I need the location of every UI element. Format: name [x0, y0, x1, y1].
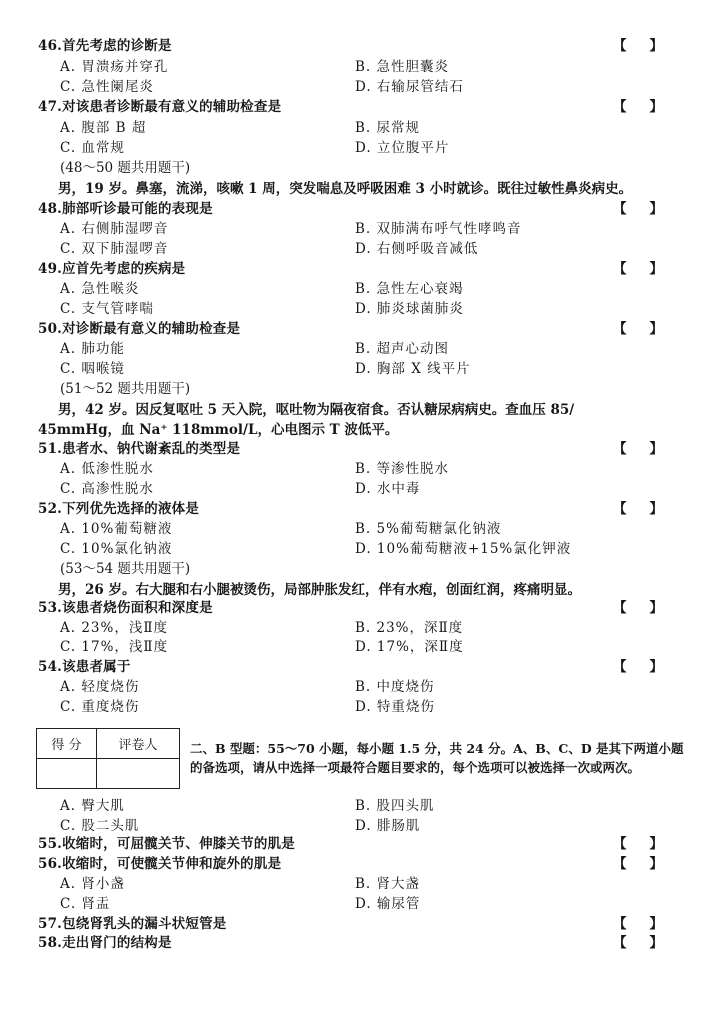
shared-stem-53-54: 男，26 岁。右大腿和右小腿被烫伤，局部肿胀发红，伴有水疱，创面红润，疼痛明显。: [58, 582, 581, 598]
option-48c: C. 双下肺湿啰音: [60, 241, 169, 257]
shared-stem-label-53-54: (53～54 题共用题干): [60, 561, 191, 577]
answer-bracket-57[interactable]: 【 】: [613, 916, 663, 932]
option-49c: C. 支气管哮喘: [60, 301, 154, 317]
answer-bracket-58[interactable]: 【 】: [613, 935, 663, 951]
option-53b: B. 23%，深Ⅱ度: [355, 620, 464, 636]
option-46a: A. 胃溃疡并穿孔: [60, 59, 169, 75]
question-50: 50.对诊断最有意义的辅助检查是: [38, 321, 241, 337]
option-46d: D. 右输尿管结石: [355, 79, 464, 95]
option-52a: A. 10%葡萄糖液: [60, 521, 173, 537]
b-option-1b: B. 股四头肌: [355, 798, 435, 814]
b-option-1d: D. 腓肠肌: [355, 818, 421, 834]
b-option-2d: D. 输尿管: [355, 896, 421, 912]
option-50a: A. 肺功能: [60, 341, 125, 357]
b-option-2a: A. 肾小盏: [60, 876, 125, 892]
option-47a: A. 腹部 B 超: [60, 120, 147, 136]
question-52: 52.下列优先选择的液体是: [38, 501, 200, 517]
option-51b: B. 等渗性脱水: [355, 461, 450, 477]
option-47d: D. 立位腹平片: [355, 140, 450, 156]
score-label: 得 分: [37, 729, 97, 759]
answer-bracket-48[interactable]: 【 】: [613, 201, 663, 217]
shared-stem-label-51-52: (51～52 题共用题干): [60, 381, 191, 397]
answer-bracket-56[interactable]: 【 】: [613, 856, 663, 872]
option-54d: D. 特重烧伤: [355, 699, 435, 715]
shared-stem-48-50: 男，19 岁。鼻塞，流涕，咳嗽 1 周，突发喘息及呼吸困难 3 小时就诊。既往过敏性鼻炎病史。: [58, 181, 633, 197]
option-53c: C. 17%，浅Ⅱ度: [60, 639, 169, 655]
answer-bracket-51[interactable]: 【 】: [613, 441, 663, 457]
answer-bracket-46[interactable]: 【 】: [613, 38, 663, 54]
option-49d: D. 肺炎球菌肺炎: [355, 301, 464, 317]
question-54: 54.该患者属于: [38, 659, 131, 675]
score-table: [36, 728, 180, 789]
answer-bracket-55[interactable]: 【 】: [613, 836, 663, 852]
option-52b: B. 5%葡萄糖氯化钠液: [355, 521, 502, 537]
question-47: 47.对该患者诊断最有意义的辅助检查是: [38, 99, 282, 115]
grader-label: 评卷人: [97, 729, 180, 759]
shared-stem-51-52-line2: 45mmHg，血 Na⁺ 118mmol/L，心电图示 T 波低平。: [38, 422, 399, 438]
answer-bracket-53[interactable]: 【 】: [613, 600, 663, 616]
question-55: 55.收缩时，可屈髋关节、伸膝关节的肌是: [38, 836, 295, 852]
option-50d: D. 胸部 X 线平片: [355, 361, 471, 377]
answer-bracket-52[interactable]: 【 】: [613, 501, 663, 517]
b-option-1c: C. 股二头肌: [60, 818, 140, 834]
option-50b: B. 超声心动图: [355, 341, 450, 357]
option-53a: A. 23%，浅Ⅱ度: [60, 620, 169, 636]
answer-bracket-49[interactable]: 【 】: [613, 261, 663, 277]
question-58: 58.走出肾门的结构是: [38, 935, 172, 951]
b-option-2b: B. 肾大盏: [355, 876, 421, 892]
question-48: 48.肺部听诊最可能的表现是: [38, 201, 213, 217]
option-46c: C. 急性阑尾炎: [60, 79, 154, 95]
shared-stem-label-48-50: (48～50 题共用题干): [60, 160, 191, 176]
option-51d: D. 水中毒: [355, 481, 421, 497]
answer-bracket-47[interactable]: 【 】: [613, 99, 663, 115]
option-54a: A. 轻度烧伤: [60, 679, 140, 695]
question-51: 51.患者水、钠代谢紊乱的类型是: [38, 441, 241, 457]
b-option-2c: C. 肾盂: [60, 896, 111, 912]
option-51a: A. 低渗性脱水: [60, 461, 154, 477]
option-48d: D. 右侧呼吸音减低: [355, 241, 479, 257]
answer-bracket-54[interactable]: 【 】: [613, 659, 663, 675]
shared-stem-51-52-line1: 男，42 岁。因反复呕吐 5 天入院，呕吐物为隔夜宿食。否认糖尿病病史。查血压 85/: [58, 402, 575, 418]
option-51c: C. 高渗性脱水: [60, 481, 154, 497]
option-48a: A. 右侧肺湿啰音: [60, 221, 169, 237]
question-56: 56.收缩时，可使髋关节伸和旋外的肌是: [38, 856, 282, 872]
question-53: 53.该患者烧伤面积和深度是: [38, 600, 213, 616]
option-52c: C. 10%氯化钠液: [60, 541, 173, 557]
grader-cell[interactable]: [97, 759, 180, 789]
option-53d: D. 17%，深Ⅱ度: [355, 639, 464, 655]
option-54b: B. 中度烧伤: [355, 679, 435, 695]
option-49b: B. 急性左心衰竭: [355, 281, 464, 297]
question-46: 46.首先考虑的诊断是: [38, 38, 172, 54]
option-47b: B. 尿常规: [355, 120, 421, 136]
option-48b: B. 双肺满布呼气性哮鸣音: [355, 221, 522, 237]
section-b-heading: 二、B 型题：55～70 小题，每小题 1.5 分，共 24 分。A、B、C、D 是其下两道小题的备选项，请从中选择一项最符合题目要求的，每个选项可以被选择一次或两次。: [190, 741, 684, 775]
answer-bracket-50[interactable]: 【 】: [613, 321, 663, 337]
question-49: 49.应首先考虑的疾病是: [38, 261, 186, 277]
option-52d: D. 10%葡萄糖液+15%氯化钾液: [355, 541, 572, 557]
option-47c: C. 血常规: [60, 140, 125, 156]
b-option-1a: A. 臀大肌: [60, 798, 125, 814]
option-54c: C. 重度烧伤: [60, 699, 140, 715]
score-cell[interactable]: [37, 759, 97, 789]
option-49a: A. 急性喉炎: [60, 281, 140, 297]
option-50c: C. 咽喉镜: [60, 361, 125, 377]
option-46b: B. 急性胆囊炎: [355, 59, 450, 75]
question-57: 57.包绕肾乳头的漏斗状短管是: [38, 916, 227, 932]
